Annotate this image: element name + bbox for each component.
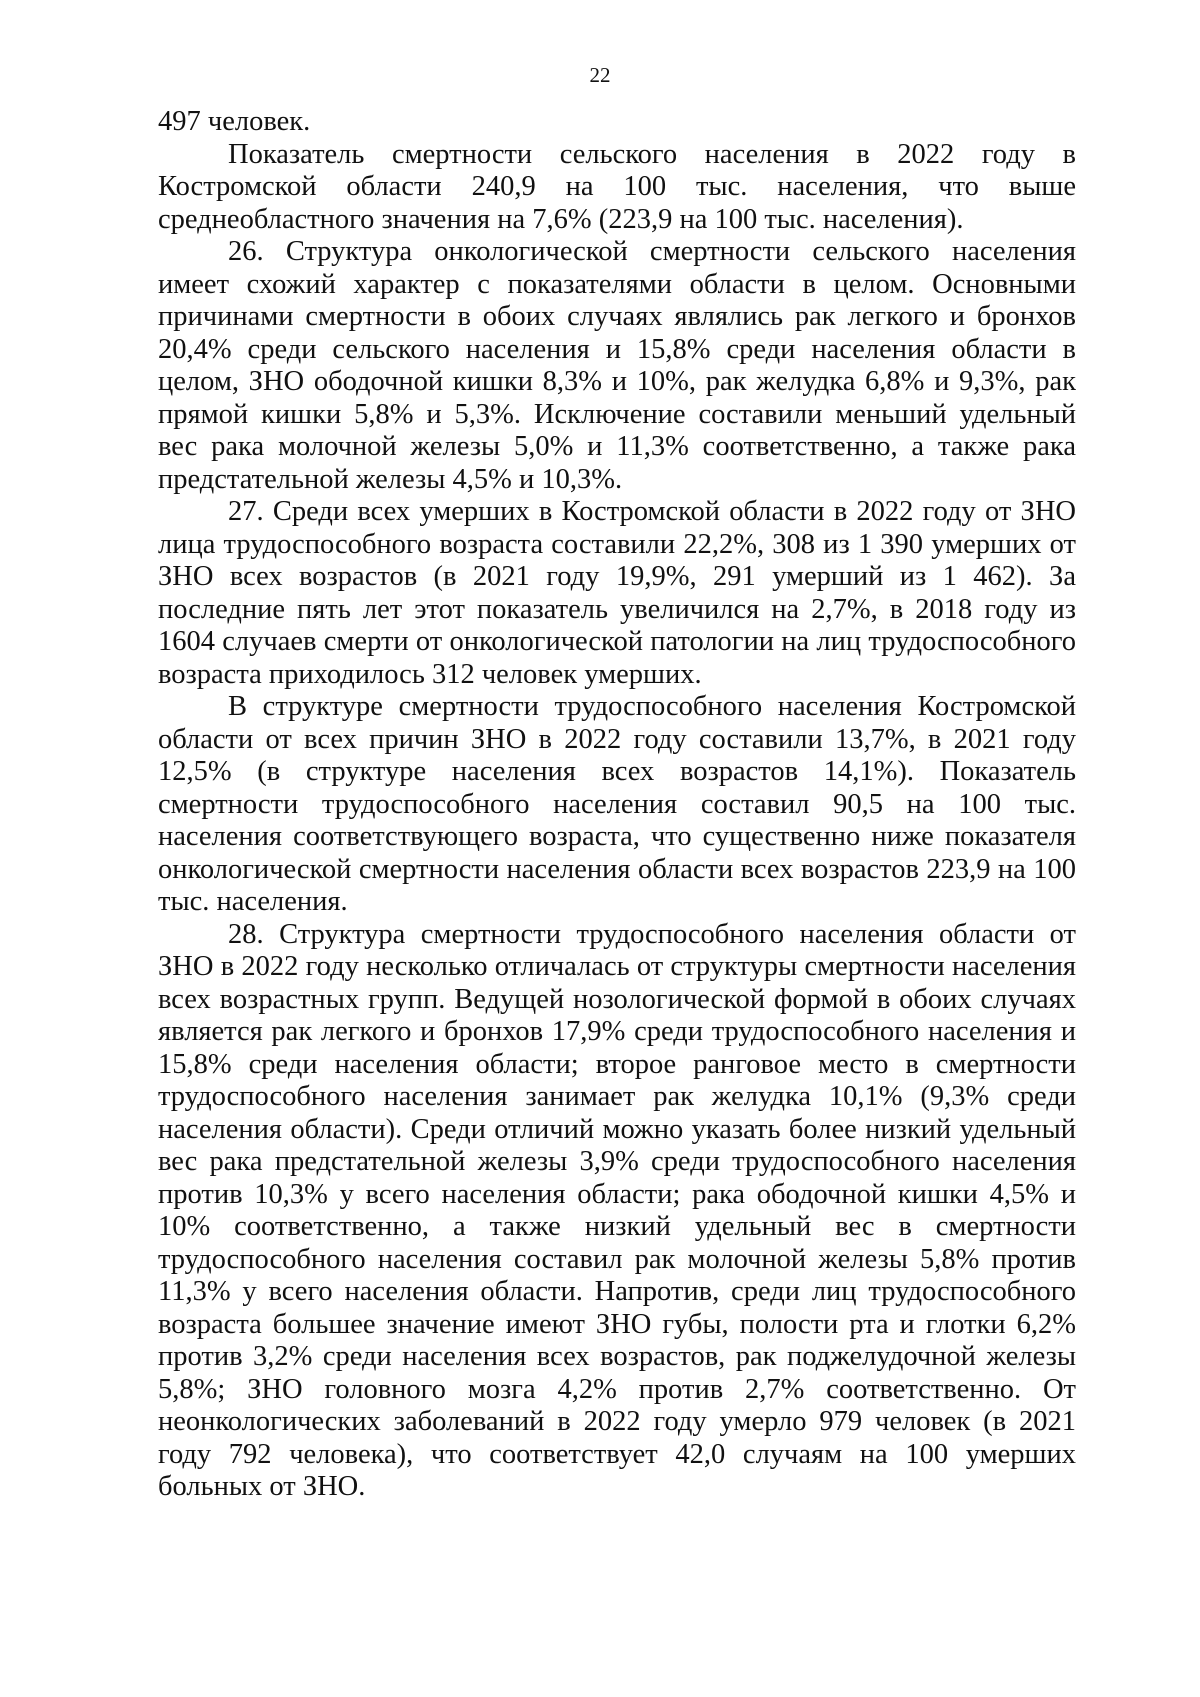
- paragraph-27: 27. Среди всех умерших в Костромской области в 2022 году от ЗНО лица трудоспособного возраста составили 22,2%, 308 из 1 390 умерших от ЗНО всех возрастов (в 2021 году 19,9%, 291 умерший из 1 462). За последние пять лет этот показатель увеличился на 2,7%, в 2018 году из 1604 случаев смерти от онкологической патологии на лиц трудоспособного возраста приходилось 312 человек умерших.: [158, 496, 1076, 690]
- page-number: 22: [589, 63, 611, 87]
- paragraph-28: 28. Структура смертности трудоспособного населения области от ЗНО в 2022 году несколько отличалась от структуры смертности населения всех возрастных групп. Ведущей нозологической формой в обоих случаях является рак легкого и бронхов 17,9% среди трудоспособного населения и 15,8% среди населения области; второе ранговое место в смертности трудоспособного населения занимает рак желудка 10,1% (9,3% среди населения области). Среди отличий можно указать более низкий удельный вес рака предстательной железы 3,9% среди трудоспособного населения против 10,3% у всего населения области; рака ободочной кишки 4,5% и 10% соответственно, а также низкий удельный вес в смертности трудоспособного населения составил рак молочной железы 5,8% против 11,3% у всего населения области. Напротив, среди лиц трудоспособного возраста большее значение имеют ЗНО губы, полости рта и глотки 6,2% против 3,2% среди населения всех возрастов, рак поджелудочной железы 5,8%; ЗНО головного мозга 4,2% против 2,7% соответственно. От неонкологических заболеваний в 2022 году умерло 979 человек (в 2021 году 792 человека), что соответствует 42,0 случаям на 100 умерших больных от ЗНО.: [158, 918, 1076, 1502]
- paragraph-working-age-structure: В структуре смертности трудоспособного населения Костромской области от всех причин ЗНО в 2022 году составили 13,7%, в 2021 году 12,5% (в структуре населения всех возрастов 14,1%). Показатель смертности трудоспособного населения составил 90,5 на 100 тыс. населения соответствующего возраста, что существенно ниже показателя онкологической смертности населения области всех возрастов 223,9 на 100 тыс. населения.: [158, 691, 1076, 917]
- paragraph-rural-mortality: Показатель смертности сельского населения в 2022 году в Костромской области 240,9 на 100 тыс. населения, что выше среднеобластного значения на 7,6% (223,9 на 100 тыс. населения).: [158, 138, 1076, 235]
- document-body: [158, 106, 1076, 1504]
- paragraph-26: 26. Структура онкологической смертности сельского населения имеет схожий характер с показателями области в целом. Основными причинами смертности в обоих случаях являлись рак легкого и бронхов 20,4% среди сельского населения и 15,8% среди населения области в целом, ЗНО ободочной кишки 8,3% и 10%, рак желудка 6,8% и 9,3%, рак прямой кишки 5,8% и 5,3%. Исключение составили меньший удельный вес рака молочной железы 5,0% и 11,3% соответственно, а также рака предстательной железы 4,5% и 10,3%.: [158, 236, 1076, 495]
- paragraph-continuation: 497 человек.: [158, 106, 311, 137]
